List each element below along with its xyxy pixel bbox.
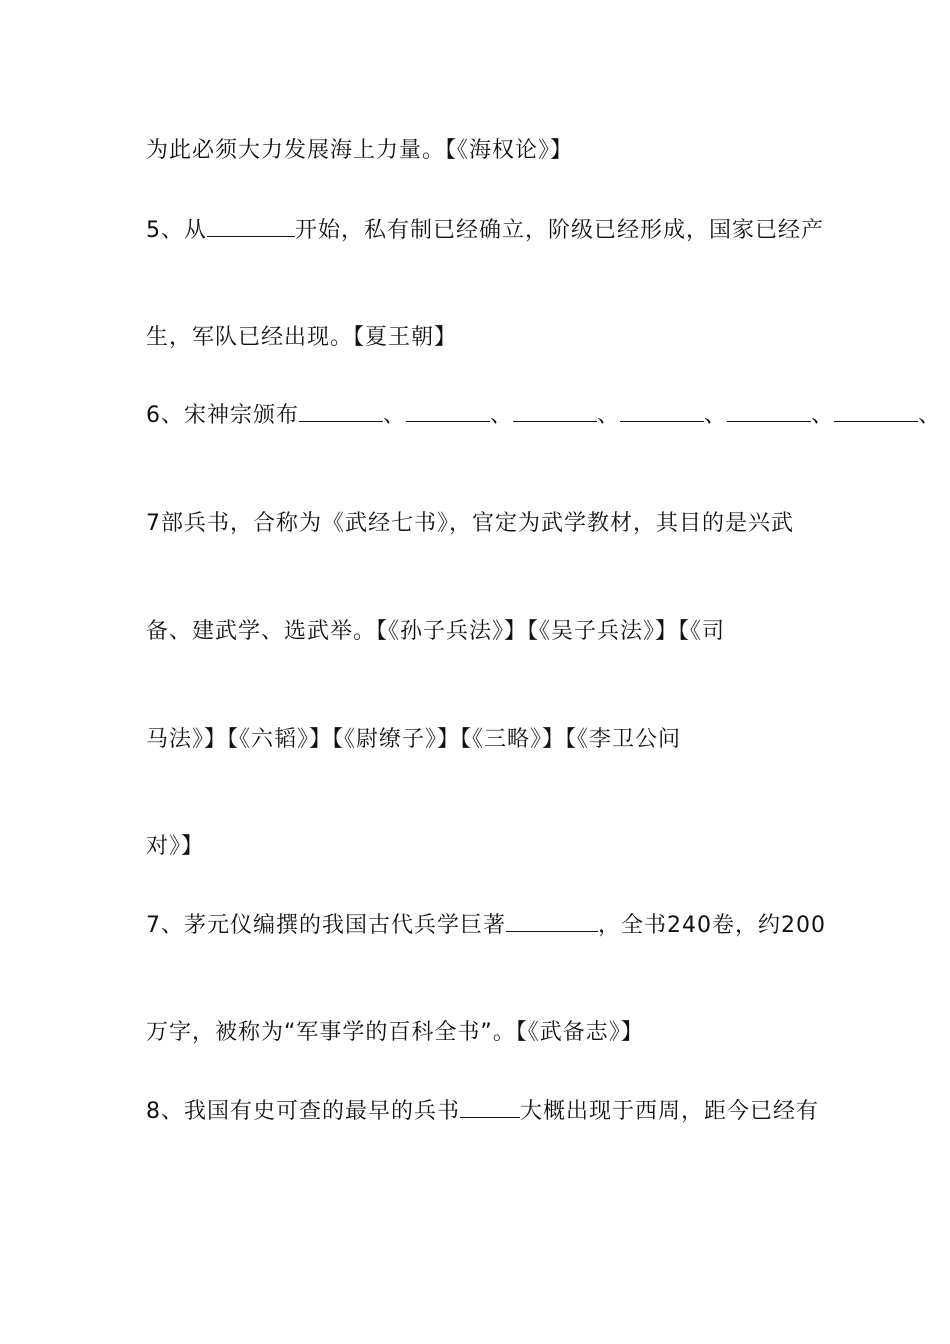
question-6-prefix: 6、宋神宗颁布 <box>146 403 299 428</box>
question-5-prefix: 5、从 <box>146 218 207 243</box>
answer-blank <box>207 216 295 237</box>
answer-blank <box>506 911 598 932</box>
question-5-continuation <box>146 323 810 353</box>
question-6-continuation-1 <box>146 509 810 539</box>
text-line-1 <box>146 136 810 166</box>
question-8-prefix: 8、我国有史可查的最早的兵书 <box>146 1099 460 1124</box>
question-6-text-4: 对》】 <box>146 834 205 859</box>
question-8-line <box>146 1097 820 1127</box>
separator: 、 <box>383 403 407 428</box>
answer-blank <box>620 401 704 422</box>
separator: 、 <box>704 403 728 428</box>
question-6-continuation-3 <box>146 725 810 755</box>
line-1-text: 为此必须大力发展海上力量。【《海权论》】 <box>146 138 574 163</box>
question-7-text: ，全书240卷，约200 <box>598 913 826 938</box>
answer-blank <box>299 401 383 422</box>
question-7-answer-text: 万字，被称为“军事学的百科全书”。【《武备志》】 <box>146 1020 644 1045</box>
answer-blank <box>834 401 918 422</box>
question-6-continuation-2 <box>146 617 810 647</box>
separator: 、 <box>597 403 621 428</box>
answer-blank <box>406 401 490 422</box>
question-6-text-2: 备、建武学、选武举。【《孙子兵法》】【《吴子兵法》】【《司 <box>146 619 726 644</box>
question-5-answer-text: 生，军队已经出现。【夏王朝】 <box>146 325 458 350</box>
question-6-line <box>146 401 942 431</box>
question-6-text-1: 7部兵书，合称为《武经七书》，官定为武学教材，其目的是兴武 <box>146 511 794 536</box>
question-7-prefix: 7、茅元仪编撰的我国古代兵学巨著 <box>146 913 506 938</box>
question-6-text-3: 马法》】【《六韬》】【《尉缭子》】【《三略》】【《李卫公问 <box>146 727 682 752</box>
answer-blank <box>460 1097 520 1118</box>
answer-blank <box>513 401 597 422</box>
question-7-line <box>146 911 826 941</box>
question-7-continuation <box>146 1018 810 1048</box>
question-5-line <box>146 216 825 246</box>
separator: 、 <box>811 403 835 428</box>
question-8-text: 大概出现于西周，距今已经有 <box>520 1099 820 1124</box>
separator: 、 <box>490 403 514 428</box>
separator: 、 <box>918 403 942 428</box>
question-6-continuation-4 <box>146 832 810 862</box>
question-5-text: 开始，私有制已经确立，阶级已经形成，国家已经产 <box>295 218 825 243</box>
answer-blank <box>727 401 811 422</box>
